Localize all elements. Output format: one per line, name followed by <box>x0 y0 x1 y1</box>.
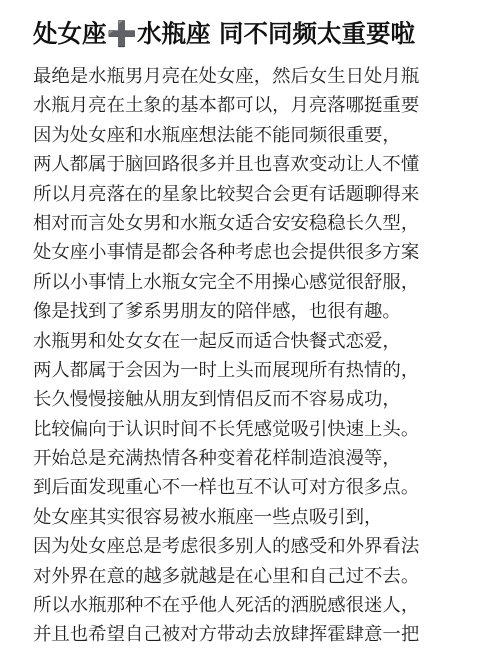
body-line: 两人都属于脑回路很多并且也喜欢变动让人不懂 <box>33 154 420 176</box>
body-line: 水瓶月亮在土象的基本都可以，月亮落哪挺重要 <box>33 95 420 117</box>
body-line: 到后面发现重心不一样也互不认可对方很多点。 <box>33 477 420 499</box>
body-line: 所以水瓶那种不在乎他人死活的洒脱感很迷人， <box>33 595 420 617</box>
post-title: 处女座➕水瓶座 同不同频太重要啦 <box>33 19 416 48</box>
body-line: 长久慢慢接触从朋友到情侣反而不容易成功， <box>33 389 401 411</box>
body-line: 相对而言处女男和水瓶女适合安安稳稳长久型， <box>33 212 420 234</box>
body-line: 最绝是水瓶男月亮在处女座，然后女生日处月瓶 <box>33 66 420 87</box>
body-line: 因为处女座总是考虑很多别人的感受和外界看法 <box>33 536 420 558</box>
body-line: 所以小事情上水瓶女完全不用操心感觉很舒服， <box>33 271 420 293</box>
body-line: 处女座小事情是都会各种考虑也会提供很多方案 <box>33 242 420 264</box>
body-line: 因为处女座和水瓶座想法能不能同频很重要， <box>33 124 401 146</box>
body-line: 对外界在意的越多就越是在心里和自己过不去。 <box>33 565 420 587</box>
post-body <box>33 62 495 650</box>
body-line: 像是找到了爹系男朋友的陪伴感，也很有趣。 <box>33 301 401 323</box>
body-line: 所以月亮落在的星象比较契合会更有话题聊得来 <box>33 183 420 205</box>
body-line: 两人都属于会因为一时上头而展现所有热情的， <box>33 359 420 381</box>
body-line: 比较偏向于认识时间不长凭感觉吸引快速上头。 <box>33 418 420 440</box>
body-line: 并且也希望自己被对方带动去放肆挥霍肆意一把 <box>33 624 420 646</box>
body-line: 开始总是充满热情各种变着花样制造浪漫等， <box>33 448 401 470</box>
body-line: 水瓶男和处女女在一起反而适合快餐式恋爱， <box>33 330 401 352</box>
body-line: 处女座其实很容易被水瓶座一些点吸引到， <box>33 506 383 528</box>
